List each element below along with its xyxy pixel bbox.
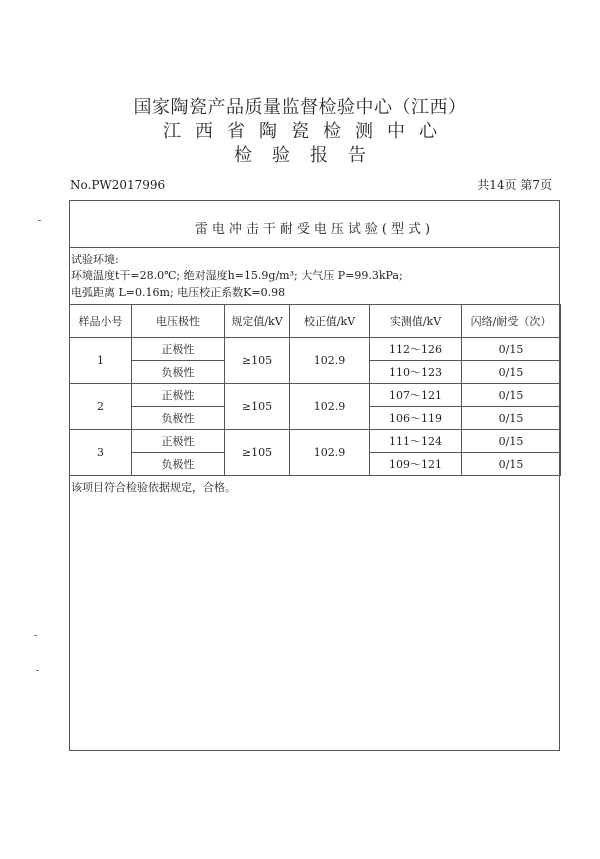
polarity-cell: 负极性 <box>132 407 225 430</box>
report-center-title: 江西省陶瓷检测中心 <box>163 121 451 142</box>
table-row <box>70 430 561 453</box>
page-info: 共14页 第7页 <box>477 178 552 192</box>
conclusion-text: 该项目符合检验依据规定，合格。 <box>71 481 236 494</box>
report-type-title: 检验报告 <box>234 145 386 166</box>
spec-value: ≥105 <box>225 430 290 476</box>
report-number: No.PW2017996 <box>70 178 166 192</box>
flashover-result: 0/15 <box>462 430 561 453</box>
measured-value: 112～126 <box>370 338 462 361</box>
polarity-cell: 负极性 <box>132 453 225 476</box>
table-header-row <box>70 305 561 338</box>
sample-number: 2 <box>70 384 132 430</box>
flashover-result: 0/15 <box>462 453 561 476</box>
environment-conditions: 环境温度t干=28.0℃; 绝对湿度h=15.9g/m³; 大气压 P=99.3kPa; <box>71 269 403 282</box>
scan-speck <box>34 635 37 636</box>
polarity-cell: 负极性 <box>132 361 225 384</box>
table-row <box>70 338 561 361</box>
flashover-result: 0/15 <box>462 407 561 430</box>
polarity-cell: 正极性 <box>132 430 225 453</box>
measured-value: 107～121 <box>370 384 462 407</box>
test-title: 雷电冲击干耐受电压试验(型式) <box>194 222 435 237</box>
title-divider <box>70 247 559 248</box>
measured-value: 109～121 <box>370 453 462 476</box>
measured-value: 110～123 <box>370 361 462 384</box>
corrected-value: 102.9 <box>290 384 370 430</box>
flashover-result: 0/15 <box>462 384 561 407</box>
table-row <box>70 384 561 407</box>
polarity-cell: 正极性 <box>132 338 225 361</box>
spec-value: ≥105 <box>225 384 290 430</box>
scan-speck <box>38 220 41 221</box>
header-spec: 规定值/kV <box>225 305 290 338</box>
environment-label: 试验环境: <box>71 253 119 266</box>
measured-value: 111～124 <box>370 430 462 453</box>
report-org-title: 国家陶瓷产品质量监督检验中心（江西） <box>133 97 467 118</box>
corrected-value: 102.9 <box>290 430 370 476</box>
header-measured: 实测值/kV <box>370 305 462 338</box>
spec-value: ≥105 <box>225 338 290 384</box>
results-table <box>69 304 561 476</box>
header-sample-no: 样品小号 <box>70 305 132 338</box>
report-frame <box>69 200 560 751</box>
header-flashover: 闪络/耐受（次） <box>462 305 561 338</box>
header-corrected: 校正值/kV <box>290 305 370 338</box>
polarity-cell: 正极性 <box>132 384 225 407</box>
flashover-result: 0/15 <box>462 361 561 384</box>
sample-number: 1 <box>70 338 132 384</box>
scan-speck <box>36 670 39 671</box>
flashover-result: 0/15 <box>462 338 561 361</box>
sample-number: 3 <box>70 430 132 476</box>
header-polarity: 电压极性 <box>132 305 225 338</box>
environment-correction: 电弧距离 L=0.16m; 电压校正系数K=0.98 <box>71 286 286 299</box>
corrected-value: 102.9 <box>290 338 370 384</box>
measured-value: 106～119 <box>370 407 462 430</box>
